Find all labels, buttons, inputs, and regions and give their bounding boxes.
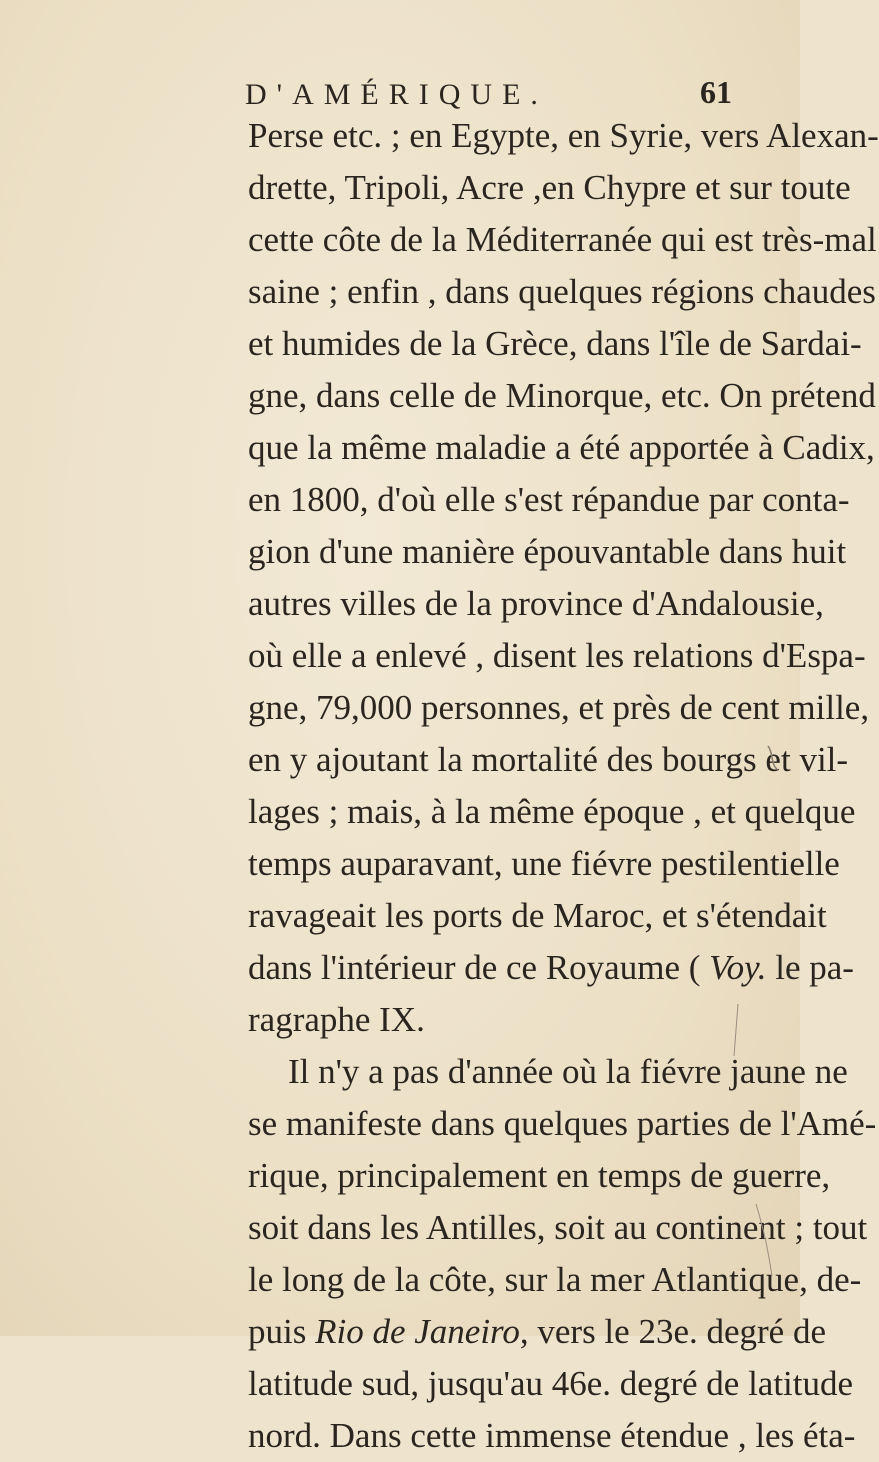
text-line-9: gion d'une manière épouvantable dans huit — [248, 532, 847, 571]
margin-pencil-mark — [760, 740, 790, 780]
text-line-11: où elle a enlevé , disent les relations d'Espa- — [248, 636, 866, 675]
text-line-17: dans l'intérieur de ce Royaume ( Voy. le pa- — [248, 948, 854, 987]
text-line-20: se manifeste dans quelques parties de l'Amé- — [248, 1104, 877, 1143]
text-line-23: le long de la côte, sur la mer Atlantique, de- — [248, 1260, 862, 1299]
text-line-21: rique, principalement en temps de guerre, — [248, 1156, 831, 1195]
text-line-2: drette, Tripoli, Acre ,en Chypre et sur toute — [248, 168, 851, 207]
text-line-8: en 1800, d'où elle s'est répandue par conta- — [248, 480, 850, 519]
text-line-26: nord. Dans cette immense étendue , les éta- — [248, 1416, 856, 1455]
text-line-14: lages ; mais, à la même époque , et quelque — [248, 792, 856, 831]
margin-pencil-stroke-lower — [750, 1200, 780, 1280]
text-line-7: que la même maladie a été apportée à Cadix, — [248, 428, 875, 467]
margin-pencil-stroke — [728, 1000, 748, 1060]
running-head: D'AMÉRIQUE. — [245, 78, 548, 111]
text-line-6: gne, dans celle de Minorque, etc. On prétend — [248, 376, 876, 415]
text-line-12: gne, 79,000 personnes, et près de cent mille, — [248, 688, 870, 727]
text-line-3: cette côte de la Méditerranée qui est très-mal — [248, 220, 877, 259]
text-line-19: Il n'y a pas d'année où la fiévre jaune ne — [288, 1052, 848, 1091]
text-line-4: saine ; enfin , dans quelques régions chaudes — [248, 272, 876, 311]
page-number: 61 — [700, 74, 732, 110]
text-line-13: en y ajoutant la mortalité des bourgs et vil- — [248, 740, 849, 779]
text-line-22: soit dans les Antilles, soit au continent ; tout — [248, 1208, 868, 1247]
text-line-15: temps auparavant, une fiévre pestilentielle — [248, 844, 840, 883]
text-line-1: Perse etc. ; en Egypte, en Syrie, vers Alexan- — [248, 116, 879, 155]
text-line-10: autres villes de la province d'Andalousie, — [248, 584, 824, 623]
text-line-25: latitude sud, jusqu'au 46e. degré de latitude — [248, 1364, 854, 1403]
text-line-16: ravageait les ports de Maroc, et s'étendait — [248, 896, 827, 935]
text-line-5: et humides de la Grèce, dans l'île de Sardai- — [248, 324, 862, 363]
text-line-18: ragraphe IX. — [248, 1000, 425, 1039]
text-line-24: puis Rio de Janeiro, vers le 23e. degré de — [248, 1312, 826, 1351]
